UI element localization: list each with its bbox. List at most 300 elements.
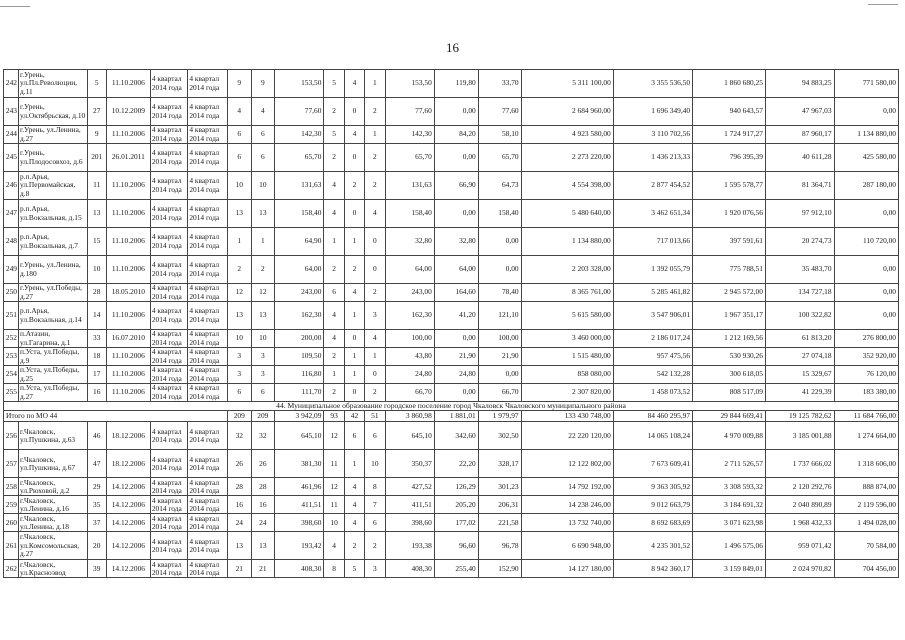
cell-n: 246 [4, 172, 19, 200]
cell-h: 8 [365, 478, 385, 496]
cell-s: 162,30 [275, 302, 324, 330]
cell-x: 0,00 [834, 302, 898, 330]
cell-u: 3 547 906,01 [613, 302, 692, 330]
cell-t: 2 684 960,00 [521, 98, 613, 126]
cell-n: 261 [4, 532, 19, 560]
cell-g: 4 [344, 514, 364, 532]
cell-t: 5 480 640,00 [521, 200, 613, 228]
cell-s4: 64,73 [478, 172, 521, 200]
cell-q1: 4 квартал 2014 года [150, 228, 188, 256]
cell-b: 2 [251, 256, 275, 284]
cell-s2: 142,30 [385, 126, 434, 144]
cell-a: 28 [227, 478, 251, 496]
cell-v: 1 595 578,77 [693, 172, 766, 200]
cell-date: 18.12.2006 [106, 422, 150, 450]
cell-s2: 24,80 [385, 366, 434, 384]
cell-w: 134 727,18 [765, 284, 834, 302]
cell-addr: п.Уста, ул.Победы, д.9 [19, 348, 88, 366]
cell-h: 2 [365, 98, 385, 126]
cell-a: 24 [227, 514, 251, 532]
cell-q2: 4 квартал 2014 года [188, 200, 228, 228]
cell-s4: 0,00 [478, 366, 521, 384]
cell-h: 6 [365, 422, 385, 450]
cell-v: 4 970 009,88 [693, 422, 766, 450]
cell-t: 3 460 000,00 [521, 330, 613, 348]
cell-a: 3 [227, 348, 251, 366]
cell-a: 2 [227, 256, 251, 284]
cell-date: 16.07.2010 [106, 330, 150, 348]
cell-t: 2 307 820,00 [521, 384, 613, 402]
cell-g: 4 [344, 478, 364, 496]
cell-s2: 162,30 [385, 302, 434, 330]
cell-s2: 350,37 [385, 450, 434, 478]
cell-s4: 158,40 [478, 200, 521, 228]
cell-f: 5 [324, 70, 344, 98]
cell-w: 41 229,39 [765, 384, 834, 402]
cell-date: 10.12.2009 [106, 98, 150, 126]
cell-t: 14 792 192,00 [521, 478, 613, 496]
cell-n: 250 [4, 284, 19, 302]
cell-date: 11.10.2006 [106, 126, 150, 144]
cell-v: 808 517,09 [693, 384, 766, 402]
cell-s4: 33,70 [478, 70, 521, 98]
cell-q1: 4 квартал 2014 года [150, 284, 188, 302]
table-row [4, 422, 899, 450]
section-title: 44. Муниципальное образование городское поселение город Чкаловск Чкаловского муниципального района [4, 402, 899, 411]
cell-s3: 0,00 [434, 144, 478, 172]
cell-addr: г.Урень, ул.Победы, д.27 [19, 284, 88, 302]
cell-f: 6 [324, 284, 344, 302]
cell-f: 12 [324, 422, 344, 450]
cell-s2: 64,00 [385, 256, 434, 284]
cell-s4: 301,23 [478, 478, 521, 496]
cell-v: 1 496 575,06 [693, 532, 766, 560]
table-row [4, 384, 899, 402]
cell-v: 1 212 169,56 [693, 330, 766, 348]
cell-s3: 205,20 [434, 496, 478, 514]
cell-s2: 411,51 [385, 496, 434, 514]
cell-h: 0 [365, 366, 385, 384]
cell-s: 153,50 [275, 70, 324, 98]
cell-g: 0 [344, 98, 364, 126]
cell-g: 4 [344, 496, 364, 514]
cell-q2: 4 квартал 2014 года [188, 70, 228, 98]
cell-b: 26 [251, 450, 275, 478]
cell-q1: 4 квартал 2014 года [150, 450, 188, 478]
cell-date: 14.12.2006 [106, 496, 150, 514]
cell-u: 717 013,66 [613, 228, 692, 256]
table-row [4, 560, 899, 578]
cell-g: 1 [344, 348, 364, 366]
cell-q2: 4 квартал 2014 года [188, 532, 228, 560]
cell-s2: 32,80 [385, 228, 434, 256]
cell-s: 64,90 [275, 228, 324, 256]
cell-addr: г.Чкаловск, ул.Ленина, д.18 [19, 514, 88, 532]
cell-q1: 4 квартал 2014 года [150, 348, 188, 366]
cell-q2: 4 квартал 2014 года [188, 348, 228, 366]
cell-w: 3 185 001,88 [765, 422, 834, 450]
cell-x: 1 274 664,00 [834, 422, 898, 450]
cell-n: 245 [4, 144, 19, 172]
cell-date: 11.10.2006 [106, 302, 150, 330]
cell-q1: 4 квартал 2014 года [150, 560, 188, 578]
cell-a: 4 [227, 98, 251, 126]
cell-q2: 4 квартал 2014 года [188, 284, 228, 302]
cell-h: 4 [365, 330, 385, 348]
cell-s2: 65,70 [385, 144, 434, 172]
cell-b: 32 [251, 422, 275, 450]
cell-a: 6 [227, 144, 251, 172]
page-number: 16 [446, 40, 459, 55]
cell-s3: 21,90 [434, 348, 478, 366]
cell-q2: 4 квартал 2014 года [188, 560, 228, 578]
cell-g: 4 [344, 70, 364, 98]
cell-s2: 158,40 [385, 200, 434, 228]
cell-n: 262 [4, 560, 19, 578]
cell-t: 1 134 880,00 [521, 228, 613, 256]
cell-s: 461,96 [275, 478, 324, 496]
cell-u: 8 692 683,69 [613, 514, 692, 532]
cell-g: 0 [344, 200, 364, 228]
cell-h: 1 [365, 348, 385, 366]
cell-date: 11.10.2006 [106, 348, 150, 366]
cell-t: 5 311 100,00 [521, 70, 613, 98]
cell-addr: р.п.Арья, ул.Вокзальная, д.15 [19, 200, 88, 228]
cell-g: 5 [344, 560, 364, 578]
cell-q2: 4 квартал 2014 года [188, 384, 228, 402]
cell-s2: 398,60 [385, 514, 434, 532]
cell-a: 6 [227, 126, 251, 144]
cell-s: 116,80 [275, 366, 324, 384]
scan-edge-line-left [0, 6, 30, 7]
cell-a: 10 [227, 172, 251, 200]
cell-w: 47 967,03 [765, 98, 834, 126]
cell-s: 158,40 [275, 200, 324, 228]
cell-t: 6 690 948,00 [521, 532, 613, 560]
cell-q2: 4 квартал 2014 года [188, 256, 228, 284]
total-cell: 42 [344, 411, 364, 422]
cell-f: 1 [324, 366, 344, 384]
cell-n: 254 [4, 366, 19, 384]
cell-q1: 4 квартал 2014 года [150, 330, 188, 348]
cell-s3: 342,60 [434, 422, 478, 450]
cell-w: 1 737 666,02 [765, 450, 834, 478]
cell-s: 131,63 [275, 172, 324, 200]
cell-g: 2 [344, 172, 364, 200]
cell-s: 65,70 [275, 144, 324, 172]
cell-x: 425 580,00 [834, 144, 898, 172]
cell-b: 6 [251, 144, 275, 172]
cell-addr: г.Чкаловск, ул.Пушкина, д.67 [19, 450, 88, 478]
cell-a: 3 [227, 366, 251, 384]
cell-v: 3 159 849,01 [693, 560, 766, 578]
cell-u: 7 673 609,41 [613, 450, 692, 478]
table-row [4, 366, 899, 384]
cell-addr: п.Атазин, ул.Гагарина, д.1 [19, 330, 88, 348]
cell-b: 13 [251, 302, 275, 330]
table-row [4, 228, 899, 256]
table-row [4, 496, 899, 514]
cell-b: 4 [251, 98, 275, 126]
cell-c1: 9 [87, 126, 106, 144]
cell-q2: 4 квартал 2014 года [188, 422, 228, 450]
cell-addr: г.Чкаловск, ул.Комсомольская, д.27 [19, 532, 88, 560]
cell-u: 3 110 702,56 [613, 126, 692, 144]
total-cell: 3 942,09 [275, 411, 324, 422]
cell-h: 2 [365, 284, 385, 302]
total-cell: 29 844 669,41 [693, 411, 766, 422]
cell-w: 27 074,18 [765, 348, 834, 366]
cell-q2: 4 квартал 2014 года [188, 330, 228, 348]
table-row [4, 514, 899, 532]
cell-s2: 77,60 [385, 98, 434, 126]
cell-n: 258 [4, 478, 19, 496]
total-cell: 1 881,01 [434, 411, 478, 422]
table-row [4, 348, 899, 366]
cell-s: 111,70 [275, 384, 324, 402]
cell-s: 411,51 [275, 496, 324, 514]
cell-h: 6 [365, 514, 385, 532]
cell-q2: 4 квартал 2014 года [188, 126, 228, 144]
cell-u: 2 877 454,52 [613, 172, 692, 200]
cell-x: 287 180,00 [834, 172, 898, 200]
cell-f: 5 [324, 126, 344, 144]
cell-w: 959 071,42 [765, 532, 834, 560]
cell-c1: 39 [87, 560, 106, 578]
table-row [4, 144, 899, 172]
cell-s2: 131,63 [385, 172, 434, 200]
cell-c1: 29 [87, 478, 106, 496]
cell-a: 32 [227, 422, 251, 450]
cell-n: 243 [4, 98, 19, 126]
cell-c1: 10 [87, 256, 106, 284]
cell-s4: 328,17 [478, 450, 521, 478]
cell-s3: 164,60 [434, 284, 478, 302]
cell-h: 2 [365, 144, 385, 172]
cell-c1: 47 [87, 450, 106, 478]
cell-c1: 5 [87, 70, 106, 98]
cell-q1: 4 квартал 2014 года [150, 256, 188, 284]
cell-h: 2 [365, 172, 385, 200]
cell-w: 20 274,73 [765, 228, 834, 256]
cell-q2: 4 квартал 2014 года [188, 496, 228, 514]
cell-addr: г.Урень, ул.Пл.Революции, д.11 [19, 70, 88, 98]
cell-g: 4 [344, 126, 364, 144]
cell-n: 253 [4, 348, 19, 366]
cell-s3: 177,02 [434, 514, 478, 532]
cell-u: 1 392 055,79 [613, 256, 692, 284]
cell-q1: 4 квартал 2014 года [150, 70, 188, 98]
cell-u: 9 363 305,92 [613, 478, 692, 496]
total-cell: 19 125 782,62 [765, 411, 834, 422]
cell-t: 4 554 398,00 [521, 172, 613, 200]
table-row [4, 330, 899, 348]
total-cell: 93 [324, 411, 344, 422]
cell-addr: п.Уста, ул.Победы, д.25 [19, 366, 88, 384]
cell-n: 259 [4, 496, 19, 514]
cell-w: 15 329,67 [765, 366, 834, 384]
table-row [4, 450, 899, 478]
table-row [4, 256, 899, 284]
cell-w: 61 813,20 [765, 330, 834, 348]
cell-date: 11.10.2006 [106, 256, 150, 284]
cell-s3: 22,20 [434, 450, 478, 478]
cell-a: 13 [227, 200, 251, 228]
cell-s4: 121,10 [478, 302, 521, 330]
cell-s2: 243,00 [385, 284, 434, 302]
cell-s3: 126,29 [434, 478, 478, 496]
cell-v: 300 618,05 [693, 366, 766, 384]
cell-u: 5 285 461,82 [613, 284, 692, 302]
cell-g: 1 [344, 366, 364, 384]
cell-b: 3 [251, 366, 275, 384]
table-row [4, 98, 899, 126]
housing-register-table [3, 69, 899, 578]
cell-s4: 0,00 [478, 228, 521, 256]
cell-date: 18.05.2010 [106, 284, 150, 302]
cell-q1: 4 квартал 2014 года [150, 496, 188, 514]
cell-s3: 255,40 [434, 560, 478, 578]
cell-h: 0 [365, 228, 385, 256]
cell-a: 6 [227, 384, 251, 402]
cell-f: 10 [324, 514, 344, 532]
cell-f: 2 [324, 144, 344, 172]
cell-s: 381,30 [275, 450, 324, 478]
cell-u: 2 186 017,24 [613, 330, 692, 348]
cell-u: 1 436 213,33 [613, 144, 692, 172]
cell-s4: 221,58 [478, 514, 521, 532]
cell-n: 255 [4, 384, 19, 402]
cell-s4: 96,78 [478, 532, 521, 560]
cell-u: 9 012 663,79 [613, 496, 692, 514]
cell-v: 3 184 691,32 [693, 496, 766, 514]
cell-s4: 206,31 [478, 496, 521, 514]
cell-x: 0,00 [834, 200, 898, 228]
cell-x: 183 380,00 [834, 384, 898, 402]
cell-n: 247 [4, 200, 19, 228]
cell-q2: 4 квартал 2014 года [188, 514, 228, 532]
cell-u: 4 235 301,52 [613, 532, 692, 560]
cell-s3: 119,80 [434, 70, 478, 98]
cell-v: 3 071 623,98 [693, 514, 766, 532]
cell-g: 1 [344, 302, 364, 330]
cell-q2: 4 квартал 2014 года [188, 98, 228, 126]
cell-t: 2 273 220,00 [521, 144, 613, 172]
cell-f: 4 [324, 330, 344, 348]
cell-f: 2 [324, 384, 344, 402]
cell-x: 0,00 [834, 256, 898, 284]
cell-date: 18.12.2006 [106, 450, 150, 478]
cell-c1: 18 [87, 348, 106, 366]
cell-q2: 4 квартал 2014 года [188, 228, 228, 256]
cell-addr: г.Урень, ул.Октябрьская, д.10 [19, 98, 88, 126]
cell-s: 109,50 [275, 348, 324, 366]
cell-v: 2 711 526,57 [693, 450, 766, 478]
cell-q1: 4 квартал 2014 года [150, 126, 188, 144]
cell-c1: 201 [87, 144, 106, 172]
cell-s3: 64,00 [434, 256, 478, 284]
cell-h: 4 [365, 200, 385, 228]
cell-g: 2 [344, 256, 364, 284]
section-header-row [4, 402, 899, 411]
cell-g: 0 [344, 384, 364, 402]
cell-q2: 4 квартал 2014 года [188, 172, 228, 200]
cell-date: 14.12.2006 [106, 514, 150, 532]
cell-s2: 193,38 [385, 532, 434, 560]
total-cell: 84 460 295,97 [613, 411, 692, 422]
cell-q1: 4 квартал 2014 года [150, 514, 188, 532]
cell-s3: 0,00 [434, 384, 478, 402]
cell-s: 408,30 [275, 560, 324, 578]
total-cell: 209 [251, 411, 275, 422]
cell-addr: г.Чкаловск, ул.Рюховой, д.2 [19, 478, 88, 496]
cell-s3: 41,20 [434, 302, 478, 330]
cell-s4: 66,70 [478, 384, 521, 402]
cell-f: 11 [324, 496, 344, 514]
cell-v: 2 945 572,00 [693, 284, 766, 302]
cell-c1: 14 [87, 302, 106, 330]
cell-v: 3 308 593,32 [693, 478, 766, 496]
cell-v: 1 920 076,56 [693, 200, 766, 228]
total-cell: 51 [365, 411, 385, 422]
cell-q1: 4 квартал 2014 года [150, 384, 188, 402]
cell-q2: 4 квартал 2014 года [188, 302, 228, 330]
cell-s: 243,00 [275, 284, 324, 302]
cell-g: 1 [344, 228, 364, 256]
cell-w: 40 611,28 [765, 144, 834, 172]
cell-c1: 13 [87, 200, 106, 228]
cell-w: 2 040 890,89 [765, 496, 834, 514]
cell-u: 1 696 349,40 [613, 98, 692, 126]
cell-x: 1 318 606,00 [834, 450, 898, 478]
cell-addr: р.п.Арья, ул.Первомайская, д.8 [19, 172, 88, 200]
cell-date: 14.12.2006 [106, 560, 150, 578]
cell-addr: г.Урень, ул.Ленина, д.27 [19, 126, 88, 144]
cell-c1: 46 [87, 422, 106, 450]
cell-s3: 84,20 [434, 126, 478, 144]
cell-a: 13 [227, 302, 251, 330]
cell-q2: 4 квартал 2014 года [188, 366, 228, 384]
total-cell: 133 430 748,00 [521, 411, 613, 422]
cell-x: 2 119 596,00 [834, 496, 898, 514]
cell-n: 242 [4, 70, 19, 98]
cell-date: 11.10.2006 [106, 228, 150, 256]
cell-c1: 33 [87, 330, 106, 348]
cell-w: 81 364,71 [765, 172, 834, 200]
cell-addr: г.Урень, ул.Плодосовхоз, д.6 [19, 144, 88, 172]
cell-a: 13 [227, 532, 251, 560]
cell-x: 352 920,00 [834, 348, 898, 366]
cell-f: 4 [324, 172, 344, 200]
cell-c1: 17 [87, 366, 106, 384]
cell-s4: 78,40 [478, 284, 521, 302]
cell-w: 35 483,70 [765, 256, 834, 284]
cell-w: 87 960,17 [765, 126, 834, 144]
cell-c1: 15 [87, 228, 106, 256]
cell-t: 2 203 328,00 [521, 256, 613, 284]
cell-b: 21 [251, 560, 275, 578]
cell-w: 94 883,25 [765, 70, 834, 98]
cell-a: 1 [227, 228, 251, 256]
cell-x: 1 134 880,00 [834, 126, 898, 144]
cell-b: 16 [251, 496, 275, 514]
cell-f: 1 [324, 228, 344, 256]
cell-u: 3 355 536,50 [613, 70, 692, 98]
cell-x: 0,00 [834, 98, 898, 126]
cell-addr: г.Чкаловск, ул.Красноэвод [19, 560, 88, 578]
cell-f: 4 [324, 200, 344, 228]
cell-date: 11.10.2006 [106, 200, 150, 228]
